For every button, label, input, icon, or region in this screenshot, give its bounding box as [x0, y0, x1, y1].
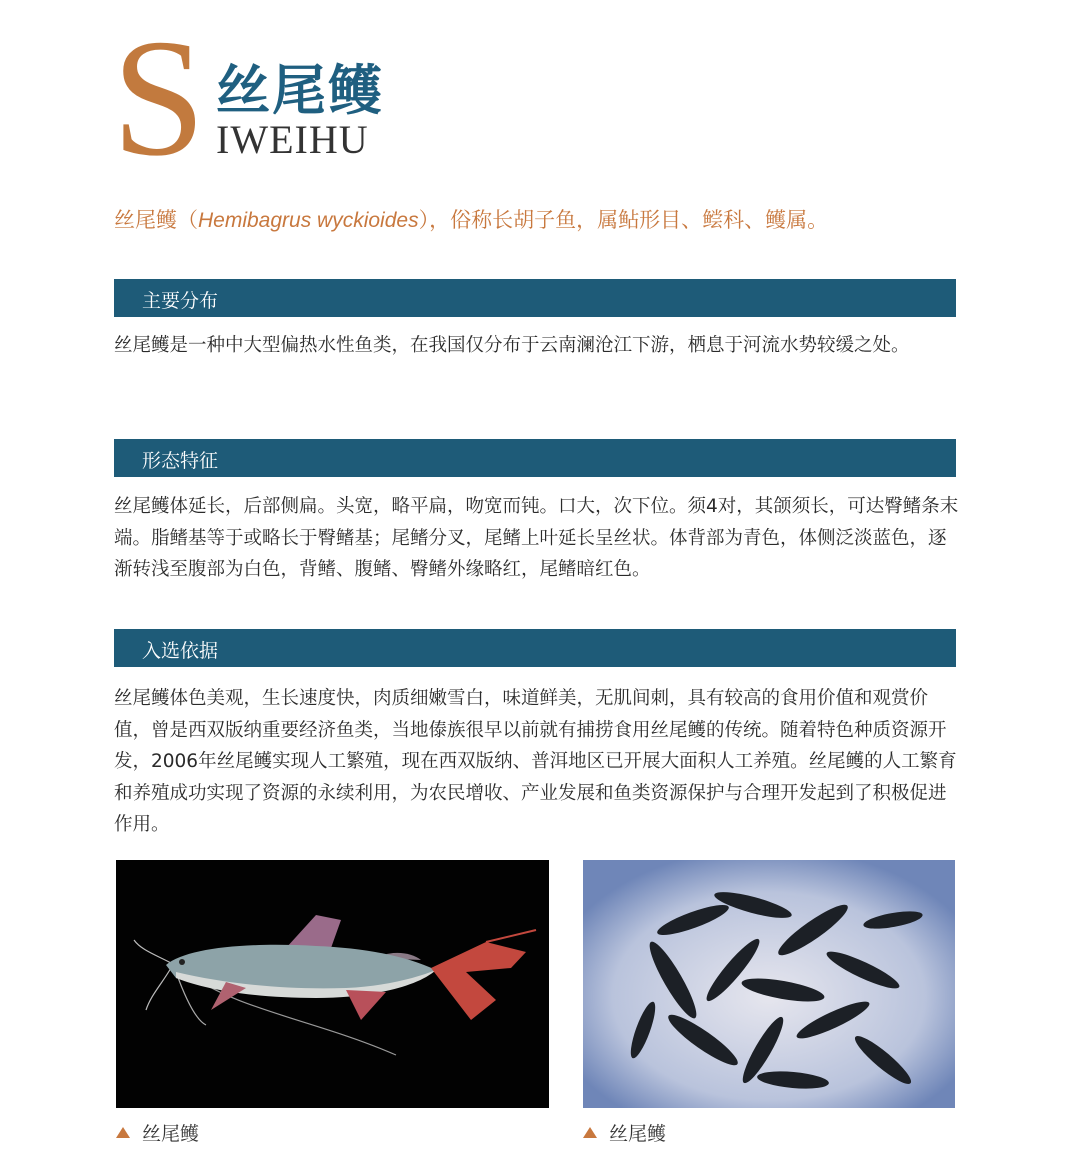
title-initial-letter: S [112, 5, 206, 191]
intro-description: ），俗称长胡子鱼，属鲇形目、鲿科、鳠属。 [418, 208, 829, 232]
section-heading: 入选依据 [142, 640, 219, 662]
section-header-distribution [114, 279, 956, 317]
section-text-selection-basis: 丝尾鳠体色美观，生长速度快，肉质细嫩雪白，味道鲜美，无肌间刺，具有较高的食用价值和观赏价值，曾是西双版纳重要经济鱼类，当地傣族很早以前就有捕捞食用丝尾鳠的传统。随着特色种质资源开发，2006年丝尾鳠实现人工繁殖，现在西双版纳、普洱地区已开展大面积人工养殖。丝尾鳠的人工繁育和养殖成功实现了资源的永续利用，为农民增收、产业发展和鱼类资源保护与合理开发起到了积极促进作用。 [114, 688, 957, 835]
section-header-selection-basis [114, 629, 956, 667]
section-text-distribution: 丝尾鳠是一种中大型偏热水性鱼类，在我国仅分布于云南澜沧江下游，栖息于河流水势较缓之处。 [114, 335, 910, 356]
section-heading: 主要分布 [142, 290, 219, 312]
section-header-morphology [114, 439, 956, 477]
triangle-marker-icon [116, 1127, 130, 1138]
page-title: 丝尾鳠 [216, 59, 384, 122]
intro-name: 丝尾鳠（ [114, 208, 198, 232]
photo-caption-1 [116, 1119, 199, 1146]
page-title-pinyin: IWEIHU [216, 117, 369, 162]
photo-single-fish [116, 860, 549, 1108]
intro-latin-name: Hemibagrus wyckioides [198, 209, 419, 232]
intro-line [114, 204, 964, 234]
photo-caption-2 [583, 1119, 666, 1146]
caption-text: 丝尾鳠 [142, 1123, 200, 1145]
section-text-morphology: 丝尾鳠体延长，后部侧扁。头宽，略平扁，吻宽而钝。口大，次下位。须4对，其颌须长，可达臀鳍条末端。脂鳍基等于或略长于臀鳍基；尾鳍分叉，尾鳍上叶延长呈丝状。体背部为青色，体侧泛淡蓝色，逐渐转浅至腹部为白色，背鳍、腹鳍、臀鳍外缘略红，尾鳍暗红色。 [114, 496, 959, 580]
section-heading: 形态特征 [142, 450, 219, 472]
caption-text: 丝尾鳠 [609, 1123, 667, 1145]
photo-juvenile-fish [583, 860, 955, 1108]
triangle-marker-icon [583, 1127, 597, 1138]
